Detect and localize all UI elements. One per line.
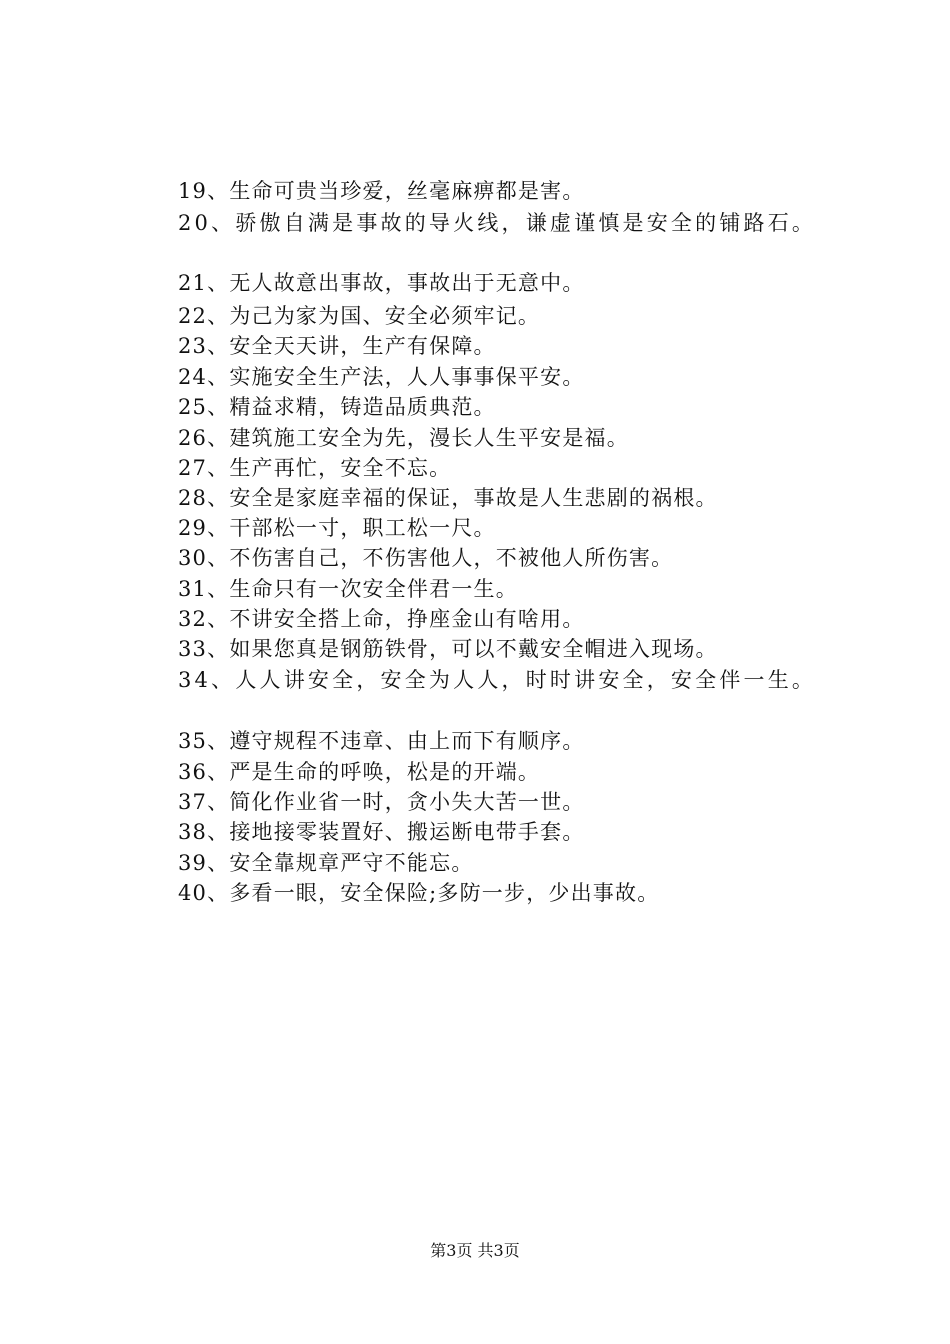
list-item: 23、安全天天讲，生产有保障。 [178,334,496,358]
list-item: 27、生产再忙，安全不忘。 [178,456,452,480]
list-item: 29、干部松一寸，职工松一尺。 [178,516,496,540]
list-item: 33、如果您真是钢筋铁骨，可以不戴安全帽进入现场。 [178,637,718,661]
list-item: 37、简化作业省一时，贪小失大苦一世。 [178,790,585,814]
list-item: 30、不伤害自己，不伤害他人，不被他人所伤害。 [178,546,674,570]
list-item: 38、接地接零装置好、搬运断电带手套。 [178,820,585,844]
list-item: 28、安全是家庭幸福的保证，事故是人生悲剧的祸根。 [178,486,718,510]
list-item: 22、为己为家为国、安全必须牢记。 [178,304,541,328]
list-item: 19、生命可贵当珍爱，丝毫麻痹都是害。 [178,179,585,203]
list-item: 35、遵守规程不违章、由上而下有顺序。 [178,729,585,753]
list-item: 26、建筑施工安全为先，漫长人生平安是福。 [178,426,629,450]
page-number-footer: 第3页 共3页 [430,1241,520,1260]
list-item: 34、人人讲安全，安全为人人，时时讲安全，安全伴一生。 [178,668,817,692]
list-item: 32、不讲安全搭上命，挣座金山有啥用。 [178,607,585,631]
list-item: 21、无人故意出事故，事故出于无意中。 [178,271,585,295]
list-item: 39、安全靠规章严守不能忘。 [178,851,474,875]
list-item: 20、骄傲自满是事故的导火线，谦虚谨慎是安全的铺路石。 [178,211,817,235]
list-item: 31、生命只有一次安全伴君一生。 [178,577,518,601]
list-item: 40、多看一眼，安全保险;多防一步，少出事故。 [178,881,660,905]
list-item: 24、实施安全生产法，人人事事保平安。 [178,365,585,389]
list-item: 25、精益求精，铸造品质典范。 [178,395,496,419]
list-item: 36、严是生命的呼唤，松是的开端。 [178,760,541,784]
